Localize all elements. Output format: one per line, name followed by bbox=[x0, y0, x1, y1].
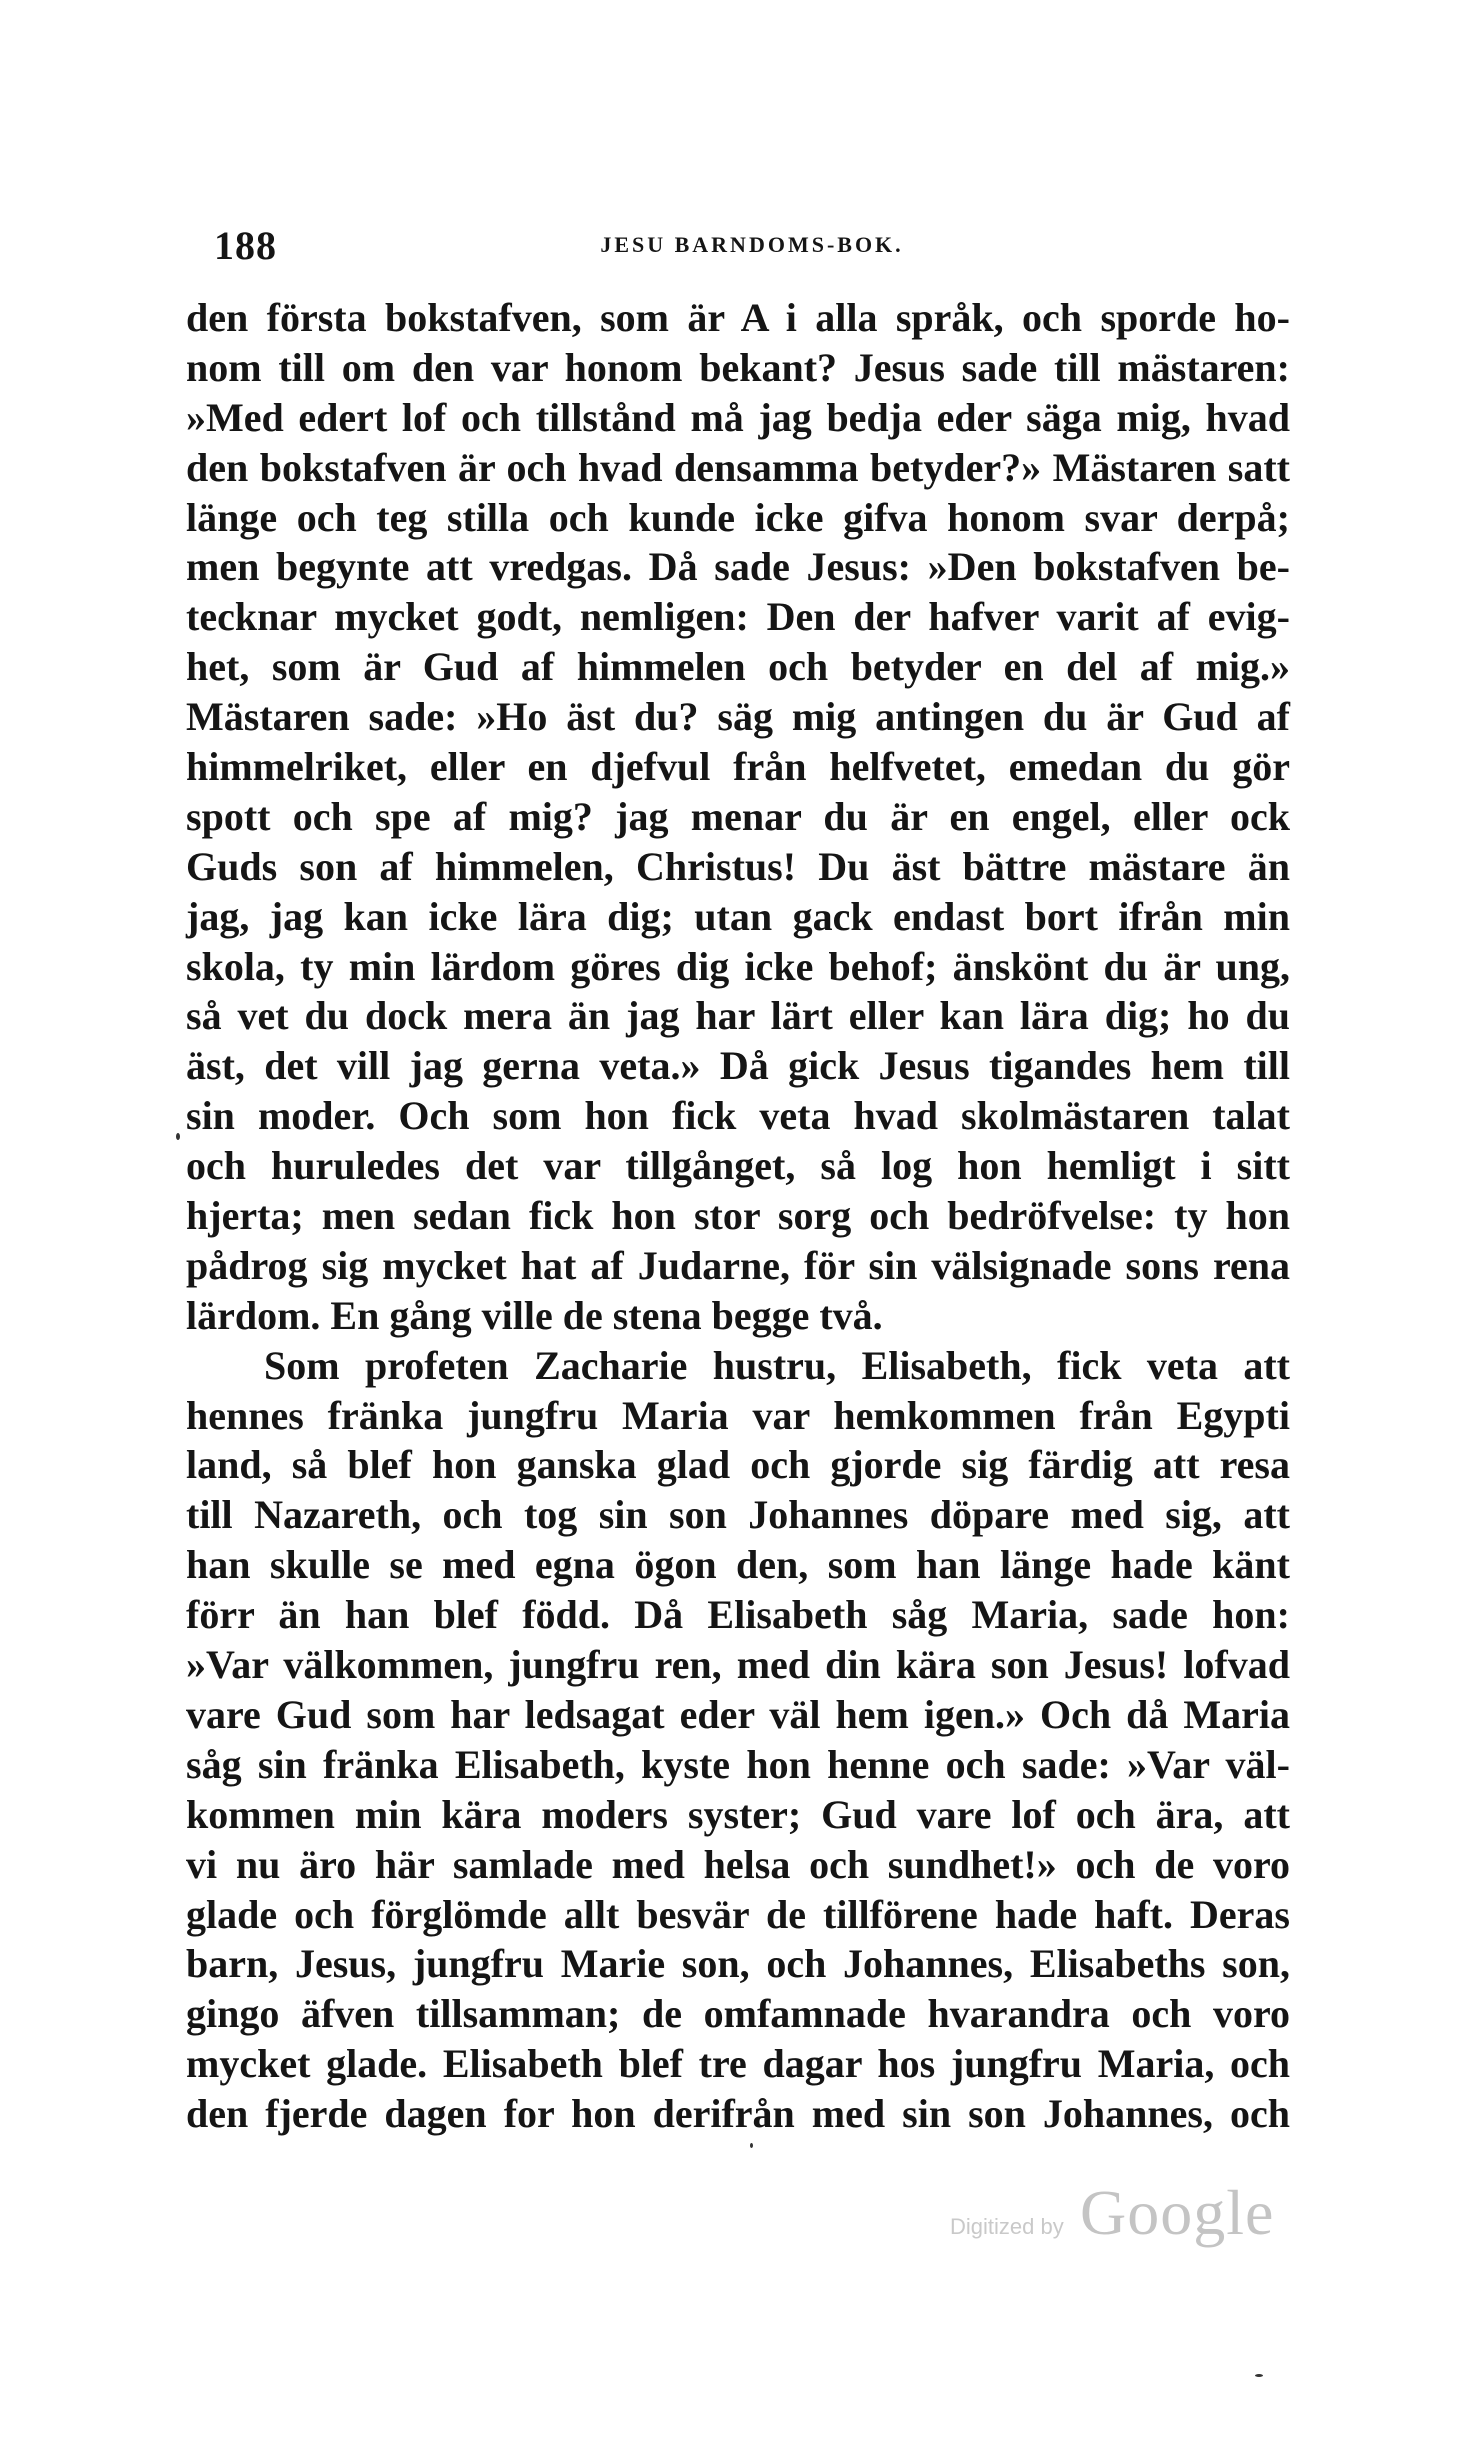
text-line: nom till om den var honom bekant? Jesus sade till mästaren: bbox=[186, 344, 1290, 390]
text-line: tecknar mycket godt, nemligen: Den der hafver varit af evig- bbox=[186, 594, 1290, 640]
text-line: lärdom. En gång ville de stena begge två. bbox=[186, 1292, 883, 1338]
text-line: hennes fränka jungfru Maria var hemkommen från Egypti bbox=[186, 1392, 1290, 1438]
text-line: till Nazareth, och tog sin son Johannes döpare med sig, att bbox=[186, 1492, 1290, 1538]
text-line: hjerta; men sedan fick hon stor sorg och bedröfvelse: ty hon bbox=[186, 1193, 1290, 1239]
text-line: »Med edert lof och tillstånd må jag bedja eder säga mig, hvad bbox=[186, 394, 1290, 440]
text-line: het, som är Gud af himmelen och betyder en del af mig.» bbox=[186, 644, 1290, 690]
text-line: skola, ty min lärdom göres dig icke behof; änskönt du är ung, bbox=[186, 943, 1290, 989]
text-line: så vet du dock mera än jag har lärt eller kan lära dig; ho du bbox=[186, 993, 1290, 1039]
page-header bbox=[214, 222, 1290, 266]
text-line: den bokstafven är och hvad densamma betyder?» Mästaren satt bbox=[186, 444, 1290, 490]
text-line: kommen min kära moders syster; Gud vare lof och ära, att bbox=[186, 1791, 1290, 1837]
text-line: vare Gud som har ledsagat eder väl hem igen.» Och då Maria bbox=[186, 1691, 1290, 1737]
text-line: länge och teg stilla och kunde icke gifva honom svar derpå; bbox=[186, 494, 1290, 540]
text-line: glade och förglömde allt besvär de tillförene hade haft. Deras bbox=[186, 1891, 1290, 1937]
text-line: sin moder. Och som hon fick veta hvad skolmästaren talat bbox=[186, 1093, 1290, 1139]
scan-speck bbox=[1255, 2374, 1263, 2377]
text-line: den första bokstafven, som är A i alla språk, och sporde ho- bbox=[186, 295, 1290, 340]
text-line: men begynte att vredgas. Då sade Jesus: »Den bokstafven be- bbox=[186, 544, 1290, 590]
text-line: land, så blef hon ganska glad och gjorde sig färdig att resa bbox=[186, 1442, 1290, 1488]
text-line: himmelriket, eller en djefvul från helfvetet, emedan du gör bbox=[186, 744, 1290, 790]
text-line: spott och spe af mig? jag menar du är en engel, eller ock bbox=[186, 793, 1290, 839]
running-head: JESU BARNDOMS-BOK. bbox=[600, 232, 904, 257]
text-line: han skulle se med egna ögon den, som han länge hade känt bbox=[186, 1542, 1290, 1588]
text-line: pådrog sig mycket hat af Judarne, för sin välsignade sons rena bbox=[186, 1242, 1290, 1288]
text-line: jag, jag kan icke lära dig; utan gack endast bort ifrån min bbox=[186, 893, 1290, 939]
text-line: förr än han blef född. Då Elisabeth såg Maria, sade hon: bbox=[186, 1592, 1290, 1638]
text-line: äst, det vill jag gerna veta.» Då gick Jesus tigandes hem till bbox=[186, 1043, 1290, 1089]
scan-speck bbox=[750, 2143, 753, 2148]
paragraph-start-line: Som profeten Zacharie hustru, Elisabeth, fick veta att bbox=[264, 1342, 1290, 1388]
digitized-watermark bbox=[950, 2176, 1275, 2256]
text-line: den fjerde dagen for hon derifrån med sin son Johannes, och bbox=[186, 2091, 1290, 2137]
text-line: och huruledes det var tillgånget, så log hon hemligt i sitt bbox=[186, 1143, 1290, 1189]
text-line: Guds son af himmelen, Christus! Du äst bättre mästare än bbox=[186, 843, 1290, 889]
text-line: såg sin fränka Elisabeth, kyste hon henne och sade: »Var väl- bbox=[186, 1741, 1290, 1787]
scan-speck bbox=[176, 1133, 180, 1140]
text-line: vi nu äro här samlade med helsa och sundhet!» och de voro bbox=[186, 1841, 1290, 1887]
body-text bbox=[186, 293, 1290, 2139]
page-number: 188 bbox=[214, 223, 277, 268]
google-logo: Google bbox=[1080, 2177, 1275, 2248]
text-line: »Var välkommen, jungfru ren, med din kära son Jesus! lofvad bbox=[186, 1642, 1290, 1688]
text-line: barn, Jesus, jungfru Marie son, och Johannes, Elisabeths son, bbox=[186, 1941, 1290, 1987]
text-line: mycket glade. Elisabeth blef tre dagar hos jungfru Maria, och bbox=[186, 2041, 1290, 2087]
text-line: Mästaren sade: »Ho äst du? säg mig antingen du är Gud af bbox=[186, 694, 1290, 740]
watermark-prefix: Digitized by bbox=[950, 2214, 1064, 2239]
text-line: gingo äfven tillsamman; de omfamnade hvarandra och voro bbox=[186, 1991, 1290, 2037]
